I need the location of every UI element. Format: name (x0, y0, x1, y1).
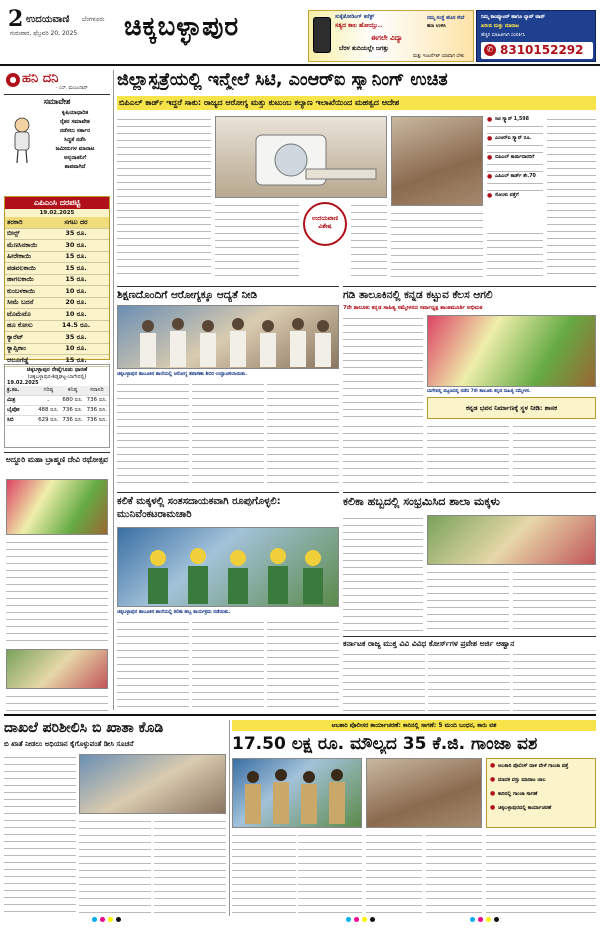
market-commodity: ಹಾಗಲಕಾಯಿ (7, 275, 34, 284)
story-kannada-caption: ಬಾಗೇಪಲ್ಲಿ ಪಟ್ಟಣದಲ್ಲಿ ನಡೆದ 7ನೇ ತಾಲೂಕು ಕನ್ನಡ ಸಾಹಿತ್ಯ ಸಮ್ಮೇಳನ. (427, 389, 531, 394)
ganja-kicker: ಅಬಕಾರಿ ಪೊಲೀಸರ ಕಾರ್ಯಾಚರಣೆ: ಕಾರಿನಲ್ಲಿ ಸಾಗಣೆ: 5 ಮಂದಿ ಬಂಧನ, ಕಾರು ವಶ (232, 720, 596, 731)
lead-col-4 (391, 210, 483, 278)
cocoon-cell: ಸಿಬಿ (7, 417, 14, 423)
bottom-divider (4, 714, 596, 716)
market-row (5, 298, 109, 310)
market-row (5, 275, 109, 287)
cocoon-cell: 736 ರೂ. (86, 417, 108, 423)
ganja-bullet: ● ಮಾದಕ ವಸ್ತು ಮಾರಾಟ ಜಾಲ (490, 776, 592, 784)
left-column (4, 70, 110, 710)
cocoon-col: ಕ್ರ.ಸಂ. (7, 387, 20, 393)
story-festival-col-2 (427, 569, 509, 633)
market-row (5, 252, 109, 264)
market-price: 10 ರೂ. (65, 309, 87, 318)
lead-headline: ಜಿಲ್ಲಾಸ್ಪತ್ರೆಯಲ್ಲಿ ಇನ್ಮೇಲೆ ಸಿಟಿ, ಎಂಆರ್‌ಐ ಸ್ಕ್ಯಾನಿಂಗ್ ಉಚಿತ (117, 70, 448, 90)
market-commodity: ಕುಂಬಳಕಾಯಿ (7, 286, 36, 295)
lead-photo-hospital (391, 116, 483, 206)
lead-subhead: ಬಿಪಿಎಲ್ ಕಾರ್ಡ್ ಇದ್ದರೆ ಸಾಕು: ರಾಜ್ಯದ ಆರೋಗ್ಯ ಮತ್ತು ಕುಟುಂಬ ಕಲ್ಯಾಣ ಇಲಾಖೆಯಿಂದ ಮಹತ್ವದ ಆದೇಶ (117, 96, 596, 110)
ganja-col-1 (232, 832, 296, 916)
lead-photo-scanner (215, 116, 387, 198)
cocoon-date: 19.02.2025 (7, 380, 39, 386)
story-festival-col-1 (343, 515, 423, 633)
brief-line: ರೈತರ ಸಮಾವೇಶ (60, 119, 90, 125)
story-festival-photo (427, 515, 596, 565)
ganja-bullets (486, 758, 596, 828)
cocoon-cell: 629 ರೂ. (38, 417, 59, 423)
registration-dot-icon (354, 917, 359, 922)
registration-dot-icon (108, 917, 113, 922)
story-health-col-1 (117, 381, 189, 485)
market-commodity: ಹೀರೇಕಾಯಿ (7, 252, 32, 261)
cocoon-cell: 736 ರೂ. (86, 397, 108, 403)
cocoon-cell: - (47, 397, 50, 404)
scanner-machine-icon (216, 117, 388, 199)
cocoon-heading: ಚಿಕ್ಕಬಳ್ಳಾಪುರ ರೇಷ್ಮೆಗೂಡು ಧಾರಣೆ (26, 367, 88, 373)
paper-name: ಉದಯವಾಣಿ (26, 14, 70, 25)
market-price: 14.5 ರೂ. (61, 321, 91, 330)
market-commodity: ಟೊಮೆಟೊ (7, 309, 31, 318)
ad-phone-graphic (313, 17, 331, 53)
brief-line: ಕೃಷಿಯಾಧಾರಿತ (61, 110, 89, 116)
cocoon-subheading: (ಚಿಕ್ಕಬಳ್ಳಾಪುರ-ಶಿಡ್ಲಘಟ್ಟ-ಬಾಗೇಪಲ್ಲಿ) (27, 374, 87, 380)
lead-col-2 (215, 202, 299, 278)
lead-bullet-body (487, 142, 543, 154)
print-registration-marks (470, 917, 499, 922)
lead-bullet: ● ಸೋಂಕು ಪತ್ತೆಗೆ (487, 192, 543, 199)
ganja-col-4 (426, 832, 482, 916)
story-health (117, 286, 339, 484)
market-price: 35 ರೂ. (65, 332, 87, 341)
special-badge (303, 202, 347, 246)
cocoon-row (5, 396, 109, 406)
story-learning-headline: ಕಲಿಕೆ ಮಕ್ಕಳಲ್ಲಿ ಸಂತಸದಾಯಕವಾಗಿ ರೂಪುಗೊಳ್ಳಲಿ: ಮುನಿವೆಂಕಟರಾಮಚಾರಿ (117, 496, 281, 520)
story-health-headline: ಶಿಕ್ಷಣದೊಂದಿಗೆ ಆರೋಗ್ಯಕ್ಕೂ ಆದ್ಯತೆ ನೀಡಿ (117, 289, 258, 301)
cocoon-cell: ಮಿಶ್ರ (7, 397, 16, 403)
registration-dot-icon (478, 917, 483, 922)
lead-bullet-body (487, 180, 543, 192)
story-kannada-col-2 (343, 423, 423, 485)
ad-line-7: ಹಣ ಉಳಿಸಿ (427, 23, 446, 29)
story-festival-col-3 (513, 569, 596, 633)
story-university-col-1 (343, 651, 425, 711)
boxed-headline: ಕನ್ನಡ ಭವನ ನಿರ್ಮಾಣಕ್ಕೆ ಸ್ಥಳ ನೀಡಿ: ಶಾಸಕ (465, 404, 558, 412)
market-commodity: ಮೆಣಸಿನಕಾಯಿ (7, 240, 38, 249)
b-khata-subhead: ಬಿ ಖಾತೆ ನೀಡಲು ಅಧಿಯಾನ ಕೈಗೊಳ್ಳುವಂತೆ ಡೀಸಿ ಸೂಚನೆ (4, 740, 134, 748)
registration-dot-icon (486, 917, 491, 922)
lead-bullet-body (487, 123, 543, 135)
story-university-headline: ಕರ್ನಾಟಕ ರಾಜ್ಯ ಮುಕ್ತ ವಿವಿ ವಿವಿಧ ಕೋರ್ಸ್‌ಗಳ ಪ್ರವೇಶ ಅರ್ಜಿ ಆಹ್ವಾನ (343, 639, 515, 648)
ad-line-6: ನಮ್ಮ ಸಂಸ್ಥೆ ಹೊಸ ಸೇವೆ (427, 16, 465, 21)
story-university (343, 636, 596, 710)
lead-col-6 (547, 116, 596, 278)
ad-line-1: ಸುಕ್ಕೆತೋಡಿಂಗ್ ಕನೆಕ್ಟ್ (335, 14, 375, 20)
registration-dot-icon (362, 917, 367, 922)
police-group-icon (233, 759, 363, 829)
b-khata-col-1 (4, 754, 76, 916)
registration-dot-icon (92, 917, 97, 922)
ad-line-4: ಬೆರಳ ತುದಿಯಲ್ಲೇ ಜಗತ್ತು (339, 45, 389, 52)
market-row (5, 321, 109, 333)
ad-right-line-2: ಖರೀದಿ ಮತ್ತು ಮಾರಾಟ (481, 23, 520, 29)
market-row (5, 344, 109, 356)
ganja-bullet: ● ಕಾರಿನಲ್ಲಿ ಗಾಂಜಾ ಸಾಗಣೆ (490, 790, 592, 798)
phone-icon: ✆ (484, 44, 496, 56)
print-registration-marks (92, 917, 121, 922)
ad-right-phone: 8310152292 (500, 43, 584, 57)
lead-bullet: ● ಎಪಿಎಲ್ ಕಾರ್ಡ್ ಶೇ.70 (487, 173, 543, 180)
market-price: 15 ರೂ. (65, 275, 87, 284)
ad-line-2: ಸತ್ಯದ ಕಾಲ ಹೋಯ್ತು.. (335, 22, 383, 29)
lead-bullet-body (487, 161, 543, 173)
story-learning (117, 492, 339, 710)
story-b-khata (4, 720, 226, 916)
cocoon-cell: 736 ರೂ. (86, 407, 108, 413)
brief-line: ಅನ್ನದಾತನಿಗೆ (63, 155, 87, 161)
market-row (5, 240, 109, 252)
brief-lines (40, 109, 110, 172)
market-rows (5, 229, 109, 367)
story-learning-caption: ಚಿಕ್ಕಬಳ್ಳಾಪುರ ತಾಲೂಕಿನ ಶಾಲೆಯಲ್ಲಿ ಕಲಿಕಾ ಹಬ್ಬ ಕಾರ್ಯಕ್ರಮ ನಡೆಯಿತು. (117, 610, 231, 615)
cartoon-figure-icon (6, 115, 38, 165)
market-commodity: ಪಡವಲಕಾಯಿ (7, 263, 36, 272)
cocoon-cell: ಬೈವೋ (7, 407, 20, 413)
registration-dot-icon (470, 917, 475, 922)
cocoon-header-row (5, 386, 109, 396)
paper-edition: ಬೆಂಗಳೂರು (82, 16, 105, 23)
story-learning-photo (117, 527, 339, 607)
market-row (5, 263, 109, 275)
temple-body-text (6, 539, 108, 645)
market-price: 30 ರೂ. (65, 240, 87, 249)
ganja-photo-2 (366, 758, 482, 828)
market-price: 15 ರೂ. (65, 355, 87, 364)
story-kannada-boxed (427, 397, 596, 419)
ganja-bullet: ● ಚಿಕ್ಕಬಳ್ಳಾಪುರದಲ್ಲಿ ಕಾರ್ಯಾಚರಣೆ (490, 804, 592, 812)
lead-col-3 (351, 202, 387, 278)
hani-dani-logo (4, 70, 110, 92)
market-commodity: ಸೀಮೆ ಬದನೆ (7, 298, 34, 307)
market-price-table (4, 196, 110, 364)
cocoon-rows (5, 396, 109, 426)
market-header-row (5, 217, 109, 229)
story-health-caption: ಚಿಕ್ಕಬಳ್ಳಾಪುರ ತಾಲೂಕಿನ ಶಾಲೆಯಲ್ಲಿ ಆರೋಗ್ಯ ತಪಾಸಣಾ ಶಿಬಿರ ಉದ್ಘಾಟಿಸಲಾಯಿತು. (117, 372, 248, 377)
story-kannada-photo (427, 315, 596, 387)
children-photo-icon (118, 528, 340, 608)
story-kannada (343, 286, 596, 484)
story-kannada-col-1 (343, 315, 423, 419)
cocoon-cell: 488 ರೂ. (38, 407, 59, 413)
ganja-photo (232, 758, 362, 828)
cocoon-price-table (4, 364, 110, 448)
story-university-col-2 (428, 651, 510, 711)
lead-bullets (487, 116, 543, 226)
date-line: ಗುರುವಾರ, ಫೆಬ್ರವರಿ 20, 2025 (10, 30, 78, 37)
top-advertisement (308, 10, 474, 62)
story-kannada-col-4 (513, 423, 596, 485)
brief-line: ನಡೆಸಲು ಸರ್ಕಾರ (59, 128, 91, 134)
group-photo-icon (118, 306, 340, 370)
story-health-col-3 (267, 381, 339, 485)
lead-bullet: ● ಎಂಆರ್‌ಐ ಸ್ಕ್ಯಾನ್ ರೂ. (487, 135, 543, 142)
market-commodity: ಬೀನ್ಸ್ (7, 229, 20, 238)
story-learning-col-2 (192, 619, 264, 711)
market-row (5, 286, 109, 298)
story-kannada-col-3 (427, 423, 509, 485)
market-price: 15 ರೂ. (65, 263, 87, 272)
ganja-col-5 (486, 832, 596, 916)
section-title: ಚಿಕ್ಕಬಳ್ಳಾಪುರ (124, 12, 240, 42)
cocoon-row (5, 406, 109, 416)
market-row (5, 332, 109, 344)
story-learning-col-1 (117, 619, 189, 711)
b-khata-headline: ದಾಖಲೆ ಪರಿಶೀಲಿಸಿ ಬಿ ಖಾತಾ ಕೊಡಿ (4, 720, 164, 736)
ganja-col-2 (298, 832, 362, 916)
market-price: 20 ರೂ. (65, 298, 87, 307)
hani-dani-title: ಹನಿ ದನಿ (22, 71, 59, 86)
page-number: 2 (8, 6, 24, 32)
column-divider (113, 70, 114, 710)
b-khata-col-2 (79, 818, 151, 916)
temple-caption (6, 693, 108, 711)
story-ganja (232, 720, 596, 916)
market-col-price: ಸಗಟು ದರ (64, 217, 88, 226)
lead-bullet: ● ಸಿಟಿ ಸ್ಕ್ಯಾನ್ 1,598 (487, 116, 543, 123)
lead-bullet: ● ಬಿಪಿಎಲ್ ಕಾರ್ಡುದಾರರಿಗೆ (487, 154, 543, 161)
registration-dot-icon (494, 917, 499, 922)
ganja-bullet: ● ಅಬಕಾರಿ ಪೊಲೀಸ್ ದಾಳಿ ವೇಳೆ ಗಾಂಜಾ ಪತ್ತೆ (490, 762, 592, 770)
market-price: 35 ರೂ. (65, 229, 87, 238)
story-kannada-headline: ಗಡಿ ತಾಲೂಕಿನಲ್ಲಿ ಕನ್ನಡ ಕಟ್ಟುವ ಕೆಲಸ ಆಗಲಿ (343, 289, 493, 301)
temple-story (4, 452, 110, 710)
ad-right-line-1: ನಿಮ್ಮ ಕಾಂಪ್ಯೂಟರ್ ಹಾಗೂ ಲ್ಯಾಪ್ ಟಾಪ್ (481, 15, 545, 20)
cocoon-col: ಕನಿಷ್ಠ (67, 387, 78, 393)
story-festival (343, 492, 596, 632)
market-commodity: ಹೂ ಕೋಸು (7, 321, 33, 330)
registration-dot-icon (100, 917, 105, 922)
cocoon-row (5, 416, 109, 426)
ganja-col-3 (366, 832, 422, 916)
market-date: 19.02.2025 (39, 210, 75, 216)
story-health-col-2 (192, 381, 264, 485)
brief-line: ಶಾಪವಾಗಿದೆ (64, 164, 86, 170)
story-university-col-3 (513, 651, 596, 711)
print-registration-marks (346, 917, 375, 922)
market-price: 15 ರೂ. (65, 252, 87, 261)
cocoon-col: ಸರಾಸರಿ (90, 387, 104, 393)
lead-col-1 (117, 116, 211, 278)
ganja-headline: 17.50 ಲಕ್ಷ ರೂ. ಮೌಲ್ಯದ 35 ಕೆ.ಜಿ. ಗಾಂಜಾ ವಶ (232, 734, 538, 754)
temple-photo (6, 479, 108, 535)
brief-box (4, 94, 110, 194)
brief-line: ಸಿದ್ಧತೆ ನಡೆಸಿ (64, 137, 86, 143)
ad-line-5: ಮತ್ತು ಇಂಟರ್ನೆಟ್ ಯಾವಾಗ ಬೇಕು (413, 54, 465, 59)
registration-dot-icon (346, 917, 351, 922)
story-festival-headline: ಕಲಿಕಾ ಹಬ್ಬದಲ್ಲಿ ಸಂಭ್ರಮಿಸಿದ ಶಾಲಾ ಮಕ್ಕಳು (343, 495, 500, 508)
cocoon-col: ಗರಿಷ್ಠ (43, 387, 54, 393)
hani-dani-icon (6, 73, 20, 87)
ad-right-line-3: ಹೆಚ್ಚಿನ ಮಾಹಿತಿಗಾಗಿ ಸಂಪರ್ಕಿಸಿ (481, 33, 526, 38)
b-khata-photo (79, 754, 226, 814)
market-row (5, 229, 109, 241)
lead-story (117, 70, 596, 278)
ad-right-phone-box (481, 42, 593, 59)
brief-cartoon (6, 115, 38, 165)
market-commodity: ಕ್ಯಾಪ್ಸಿಕಾಂ (7, 344, 27, 353)
brief-heading: ಸಮಾವೇಶ (43, 97, 71, 106)
b-khata-col-3 (154, 818, 226, 916)
registration-dot-icon (116, 917, 121, 922)
market-col-commodity: ತರಕಾರಿ (7, 217, 23, 226)
temple-photo-2 (6, 649, 108, 689)
temple-headline: ಅದ್ದೂರಿ ಮಹಾ ಬ್ರಾಹ್ಮಣಿ ದೇವಿ ರಥೋತ್ಸವ (6, 455, 108, 464)
masthead (0, 0, 600, 66)
story-health-photo (117, 305, 339, 369)
right-advertisement (476, 10, 596, 62)
cocoon-cell: 736 ರೂ. (62, 417, 83, 423)
market-row (5, 309, 109, 321)
lead-col-5 (487, 230, 543, 278)
story-kannada-subhead: 7ನೇ ತಾಲೂಕು ಕನ್ನಡ ಸಾಹಿತ್ಯ ಸಮ್ಮೇಳನದ ಸರ್ವಾಧ್ಯಕ್ಷ ಶಾಂತಮೂರ್ತಿ ಅಭಿಮತ (343, 305, 483, 311)
bottom-column-divider (229, 720, 230, 916)
market-commodity: ಕ್ಯಾರೆಟ್ (7, 332, 24, 341)
brief-line: ಜಮೀನುಗಳ ಮಾರಾಟ (55, 146, 95, 152)
market-heading: ಎಪಿಎಂಸಿ ದರಪಟ್ಟಿ (5, 197, 109, 209)
special-badge-text: ಉದಯವಾಣಿ ವಿಶೇಷ (311, 215, 339, 230)
registration-dot-icon (370, 917, 375, 922)
cocoon-cell: 680 ರೂ. (62, 397, 83, 403)
story-learning-col-3 (267, 619, 339, 711)
market-commodity: ಆಲೂಗೆಡ್ಡೆ (7, 355, 29, 364)
market-price: 10 ರೂ. (65, 344, 87, 353)
market-price: 10 ರೂ. (65, 286, 87, 295)
cocoon-cell: 736 ರೂ. (62, 407, 83, 413)
hani-dani-byline: - ಎಸ್. ಮಂಜುನಾಥ್ (56, 86, 88, 91)
ad-line-3: ಈಗಲೇ ವಿದ್ಯಾ (371, 34, 403, 42)
